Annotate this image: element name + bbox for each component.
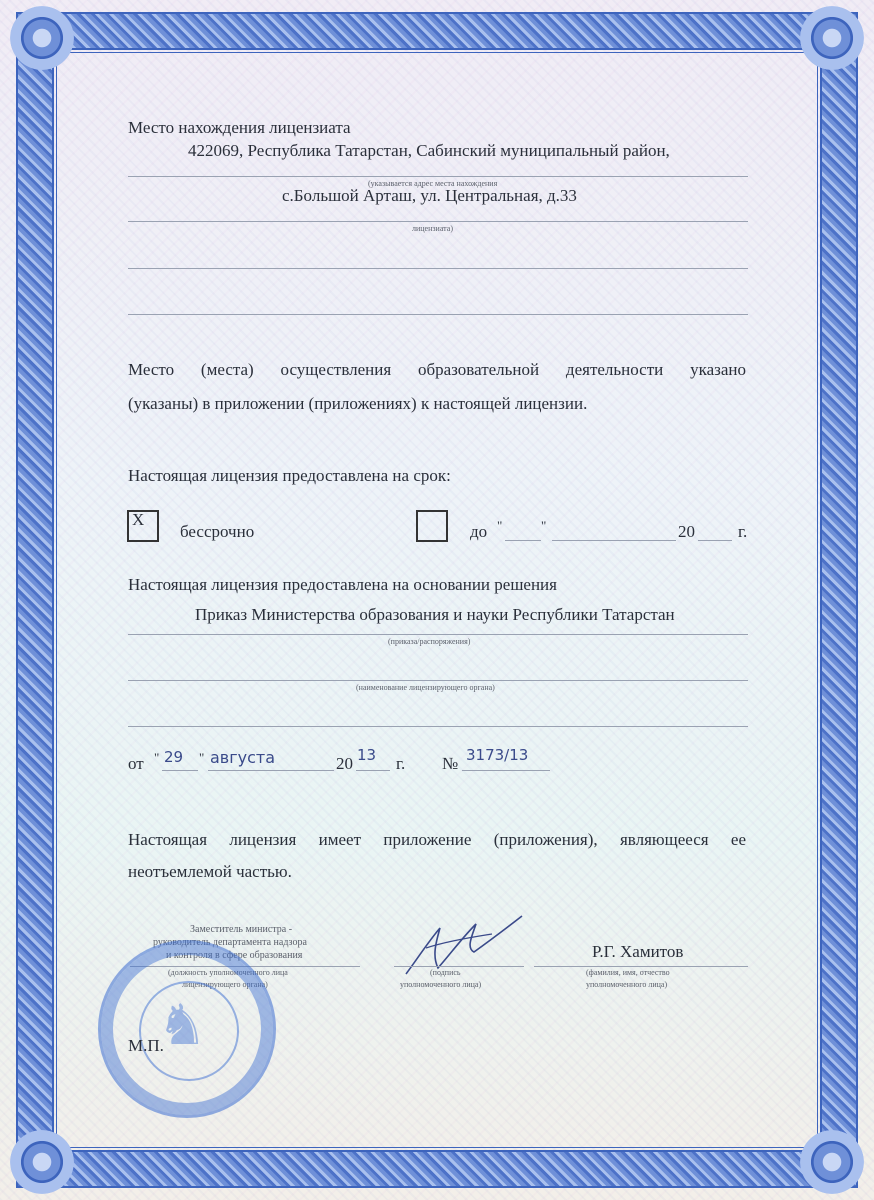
position-hint-1: (должность уполномоченного лица	[168, 968, 288, 977]
activity-place-line-2: (указаны) в приложении (приложениях) к настоящей лицензии.	[128, 394, 588, 413]
date-prefix: от	[128, 754, 144, 773]
underline	[162, 770, 198, 771]
underline	[394, 966, 524, 967]
underline	[552, 540, 676, 541]
basis-decision: Приказ Министерства образования и науки Республики Татарстан	[195, 605, 675, 624]
underline	[534, 966, 748, 967]
underline	[208, 770, 334, 771]
signatory-name: Р.Г. Хамитов	[592, 942, 684, 961]
until-year-suffix: г.	[738, 522, 748, 541]
position-hint-2: лицензирующего органа)	[182, 980, 268, 989]
position-line-2: руководитель департамента надзора	[153, 937, 307, 948]
underline	[128, 680, 748, 681]
corner-rosette-icon	[10, 6, 74, 70]
date-year-unit: г.	[396, 754, 406, 773]
position-line-1: Заместитель министра -	[190, 924, 293, 935]
activity-place-line-1: Место (места) осуществления образовательной деятельности указано	[128, 360, 746, 379]
underline	[128, 726, 748, 727]
location-line-1: 422069, Республика Татарстан, Сабинский муниципальный район,	[188, 141, 670, 160]
corner-rosette-icon	[10, 1130, 74, 1194]
appendix-line-1: Настоящая лицензия имеет приложение (приложения), являющееся ее	[128, 830, 746, 849]
basis-heading: Настоящая лицензия предоставлена на основании решения	[128, 575, 557, 594]
sign-hint-1: (подпись	[430, 968, 461, 977]
underline	[128, 634, 748, 635]
location-hint-2: лицензиата)	[412, 224, 453, 233]
location-line-2: с.Большой Арташ, ул. Центральная, д.33	[282, 186, 577, 205]
underline	[462, 770, 550, 771]
until-quote-close: "	[541, 518, 547, 533]
official-seal	[98, 940, 276, 1118]
underline	[128, 268, 748, 269]
location-hint-1: (указывается адрес места нахождения	[368, 179, 498, 188]
basis-hint-2: (наименование лицензирующего органа)	[356, 683, 495, 692]
stamp-place: М.П.	[128, 1036, 164, 1055]
appendix-line-2: неотъемлемой частью.	[128, 862, 292, 881]
underline	[356, 770, 390, 771]
unlimited-checkbox	[127, 510, 159, 542]
number-sign: №	[442, 754, 459, 773]
date-year-suffix: 13	[357, 746, 377, 764]
corner-rosette-icon	[800, 1130, 864, 1194]
name-hint-2: уполномоченного лица)	[586, 980, 668, 989]
date-quote-close: "	[199, 750, 205, 765]
until-year-prefix: 20	[678, 522, 695, 541]
underline	[698, 540, 732, 541]
until-checkbox	[416, 510, 448, 542]
underline	[128, 221, 748, 222]
date-quote-open: "	[154, 750, 160, 765]
underline	[128, 314, 748, 315]
checkbox-mark: Х	[132, 510, 145, 529]
basis-hint-1: (приказа/распоряжения)	[388, 637, 471, 646]
until-prefix: до	[470, 522, 488, 541]
term-heading: Настоящая лицензия предоставлена на срок:	[128, 466, 451, 485]
underline	[505, 540, 541, 541]
license-number: 3173/13	[466, 746, 529, 764]
corner-rosette-icon	[800, 6, 864, 70]
unlimited-label: бессрочно	[180, 522, 255, 541]
date-month: августа	[210, 748, 276, 767]
sign-hint-2: уполномоченного лица)	[400, 980, 482, 989]
double-headed-eagle-icon: ♞	[157, 995, 208, 1057]
underline	[128, 176, 748, 177]
name-hint-1: (фамилия, имя, отчество	[586, 968, 670, 977]
location-heading: Место нахождения лицензиата	[128, 118, 351, 137]
date-day: 29	[164, 748, 184, 766]
date-year-prefix: 20	[336, 754, 353, 773]
handwritten-signature	[396, 912, 526, 982]
until-quote-open: "	[497, 518, 503, 533]
position-line-3: и контроля в сфере образования	[166, 950, 303, 961]
